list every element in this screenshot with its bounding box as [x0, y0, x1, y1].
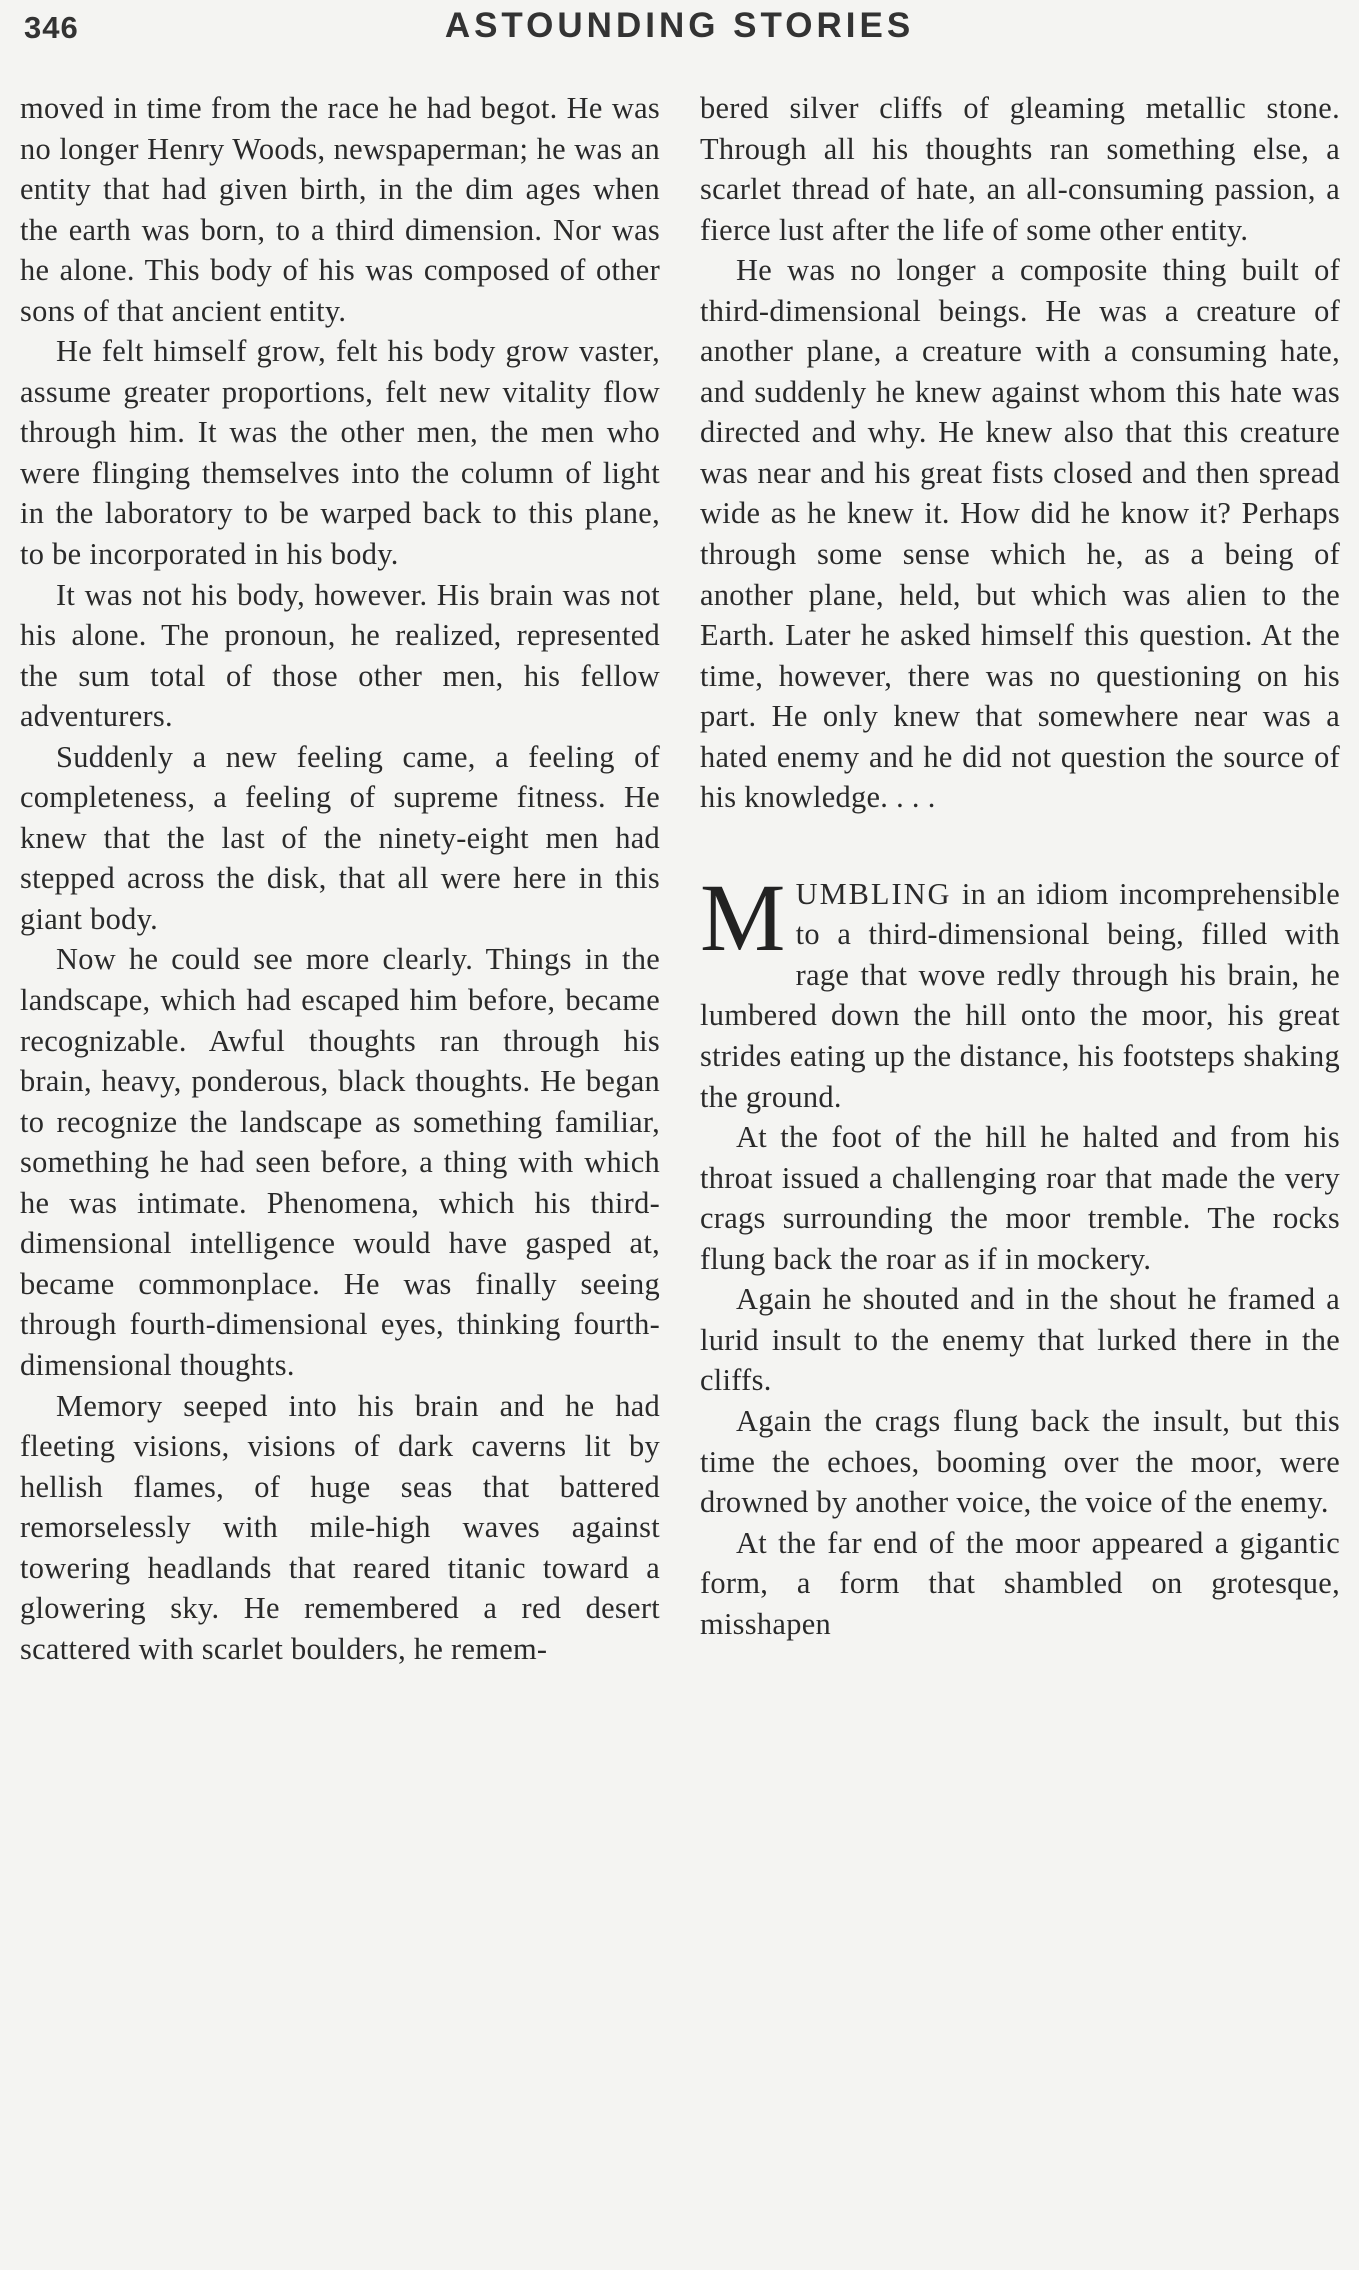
paragraph: Suddenly a new feeling came, a feeling of completeness, a feeling of supreme fitness. He knew that the last of the ninety-eight men had stepped across the disk, that all were here in this giant body.: [20, 739, 660, 936]
page-number: 346: [24, 10, 79, 45]
paragraph: bered silver cliffs of gleaming metallic stone. Through all his thoughts ran something else, a scarlet thread of hate, an all-consuming passion, a fierce lust after the life of some other entity.: [700, 91, 1340, 247]
small-caps-lead: UMBLING: [795, 876, 952, 911]
paragraph: It was not his body, however. His brain was not his alone. The pronoun, he realized, represented the sum total of those other men, his fellow adventurers.: [20, 577, 660, 734]
paragraph: He was no longer a composite thing built of third-dimensional beings. He was a creature of another plane, a creature with a consuming hate, and suddenly he knew against whom this hate was directed and why. He knew also that this creature was near and his great fists closed and then spread wide as he knew it. How did he know it? Perhaps through some sense which he, as a being of another plane, held, but which was alien to the Earth. Later he asked himself this question. At the time, however, there was no questioning on his part. He only knew that somewhere near was a hated enemy and he did not question the source of his knowledge. . . .: [700, 253, 1340, 815]
paragraph-text: in an idiom incomprehensible to a third-dimensional being, filled with rage that wove redly through his brain, he lumbered down the hill onto the moor, his great strides eating up the distance, his footsteps shaking the ground.: [700, 876, 1340, 1114]
section-break: [700, 818, 1340, 874]
paragraph: Again the crags flung back the insult, but this time the echoes, booming over the moor, were drowned by another voice, the voice of the enemy.: [700, 1403, 1340, 1520]
paragraph: Now he could see more clearly. Things in the landscape, which had escaped him before, became recognizable. Awful thoughts ran through his brain, heavy, ponderous, black thoughts. He began to recognize the landscape as something familiar, something he had seen before, a thing with which he was intimate. Phenomena, which his third-dimensional intelligence would have gasped at, became commonplace. He was finally seeing through fourth-dimensional eyes, thinking fourth-dimensional thoughts.: [20, 942, 660, 1382]
paragraph: He felt himself grow, felt his body grow vaster, assume greater proportions, felt new vitality flow through him. It was the other men, the men who were flinging themselves into the column of light in the laboratory to be warped back to this plane, to be incorporated in his body.: [20, 334, 660, 572]
dropcap-paragraph: [700, 863, 1340, 1117]
drop-cap: M: [700, 863, 786, 971]
left-column: [20, 88, 660, 1669]
paragraph: Again he shouted and in the shout he framed a lurid insult to the enemy that lurked there in the cliffs.: [700, 1282, 1340, 1398]
paragraph: moved in time from the race he had begot. He was no longer Henry Woods, newspaperman; he was an entity that had given birth, in the dim ages when the earth was born, to a third dimension. Nor was he alone. This body of his was composed of other sons of that ancient entity.: [20, 91, 660, 328]
paragraph: At the far end of the moor appeared a gigantic form, a form that shambled on grotesque, misshapen: [700, 1525, 1340, 1641]
paragraph: At the foot of the hill he halted and from his throat issued a challenging roar that made the very crags surrounding the moor tremble. The rocks flung back the roar as if in mockery.: [700, 1120, 1340, 1276]
page-header: [18, 6, 1341, 56]
right-column: [700, 88, 1340, 1644]
running-head: ASTOUNDING STORIES: [444, 6, 915, 45]
paragraph: Memory seeped into his brain and he had fleeting visions, visions of dark caverns lit by hellish flames, of huge seas that battered remorselessly with mile-high waves against towering headlands that reared titanic toward a glowering sky. He remembered a red desert scattered with scarlet boulders, he remem-: [20, 1388, 660, 1666]
